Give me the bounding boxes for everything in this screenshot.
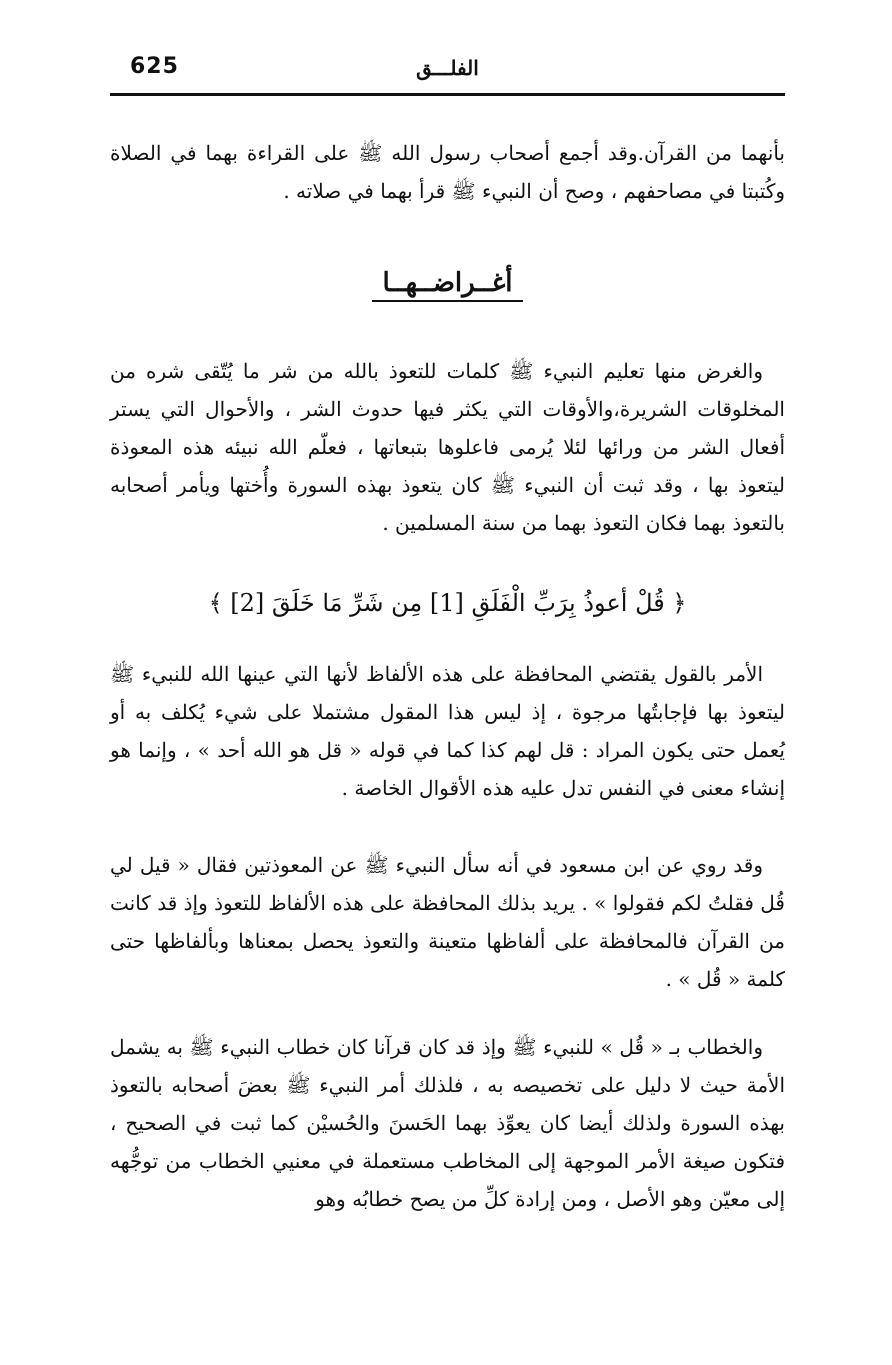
paragraph-command (110, 655, 785, 807)
paragraph-command-text: الأمر بالقول يقتضي المحافظة على هذه الألفاظ لأنها التي عينها الله للنبيء ﷺ ليتعوذ بها فإجابتُها مرجوة ، إذ ليس هذا المقول مشتملا على شيء يُكلف به أو يُعمل حتى يكون المراد : قل لهم كذا كما في قوله « قل هو الله أحد » ، وإنما هو إنشاء معنى في النفس تدل عليه هذه الأقوال الخاصة . (110, 662, 785, 800)
page-number: 625 (130, 54, 179, 79)
paragraph-purpose-text: والغرض منها تعليم النبيء ﷺ كلمات للتعوذ بالله من شر ما يُتّقى شره من المخلوقات الشريرة،والأوقات التي يكثر فيها حدوث الشر ، والأحوال التي يستر أفعال الشر من ورائها لئلا يُرمى فاعلوها بتبعاتها ، فعلّم الله نبيئه هذه المعوذة ليتعوذ بها ، وقد ثبت أن النبيء ﷺ كان يتعوذ بهذه السورة وأُختها ويأمر أصحابه بالتعوذ بهما فكان التعوذ بهما من سنة المسلمين . (110, 359, 785, 535)
paragraph-intro (110, 134, 785, 210)
paragraph-ibn-masud (110, 846, 785, 998)
paragraph-address (110, 1028, 785, 1218)
paragraph-intro-text: بأنهما من القرآن.وقد أجمع أصحاب رسول الله ﷺ على القراءة بهما في الصلاة وكُتبتا في مصاحفهم ، وصح أن النبيء ﷺ قرأ بهما في صلاته . (110, 141, 785, 203)
paragraph-ibn-masud-text: وقد روي عن ابن مسعود في أنه سأل النبيء ﷺ عن المعوذتين فقال « قيل لي قُل فقلتُ لكم فقولوا » . يريد بذلك المحافظة على هذه الألفاظ للتعوذ وإذ قد كانت من القرآن فالمحافظة على ألفاظها متعينة والتعوذ يحصل بمعناها وبألفاظها حتى كلمة « قُل » . (110, 853, 785, 991)
quran-verse-text: ﴿ قُلْ أعوذُ بِرَبِّ الْفَلَقِ [1] مِن شَرِّ مَا خَلَقَ [2] ﴾ (208, 589, 687, 617)
quran-verse (110, 583, 785, 623)
section-title (110, 268, 785, 298)
header-rule (110, 93, 785, 96)
paragraph-purpose (110, 352, 785, 542)
running-head: الفلـــق (416, 56, 479, 80)
page-header (110, 52, 785, 92)
section-title-text: أغــراضــهــا (372, 268, 522, 302)
paragraph-address-text: والخطاب بـ « قُل » للنبيء ﷺ وإذ قد كان قرآنا كان خطاب النبيء ﷺ به يشمل الأمة حيث لا دليل على تخصيصه به ، فلذلك أمر النبيء ﷺ بعضَ أصحابه بالتعوذ بهذه السورة ولذلك أيضا كان يعوِّذ بهما الحَسنَ والحُسيْن كما ثبت في الصحيح ، فتكون صيغة الأمر الموجهة إلى المخاطب مستعملة في معنيي الخطاب من توجُّهه إلى معيّن وهو الأصل ، ومن إرادة كلِّ من يصح خطابُه وهو (110, 1035, 786, 1211)
